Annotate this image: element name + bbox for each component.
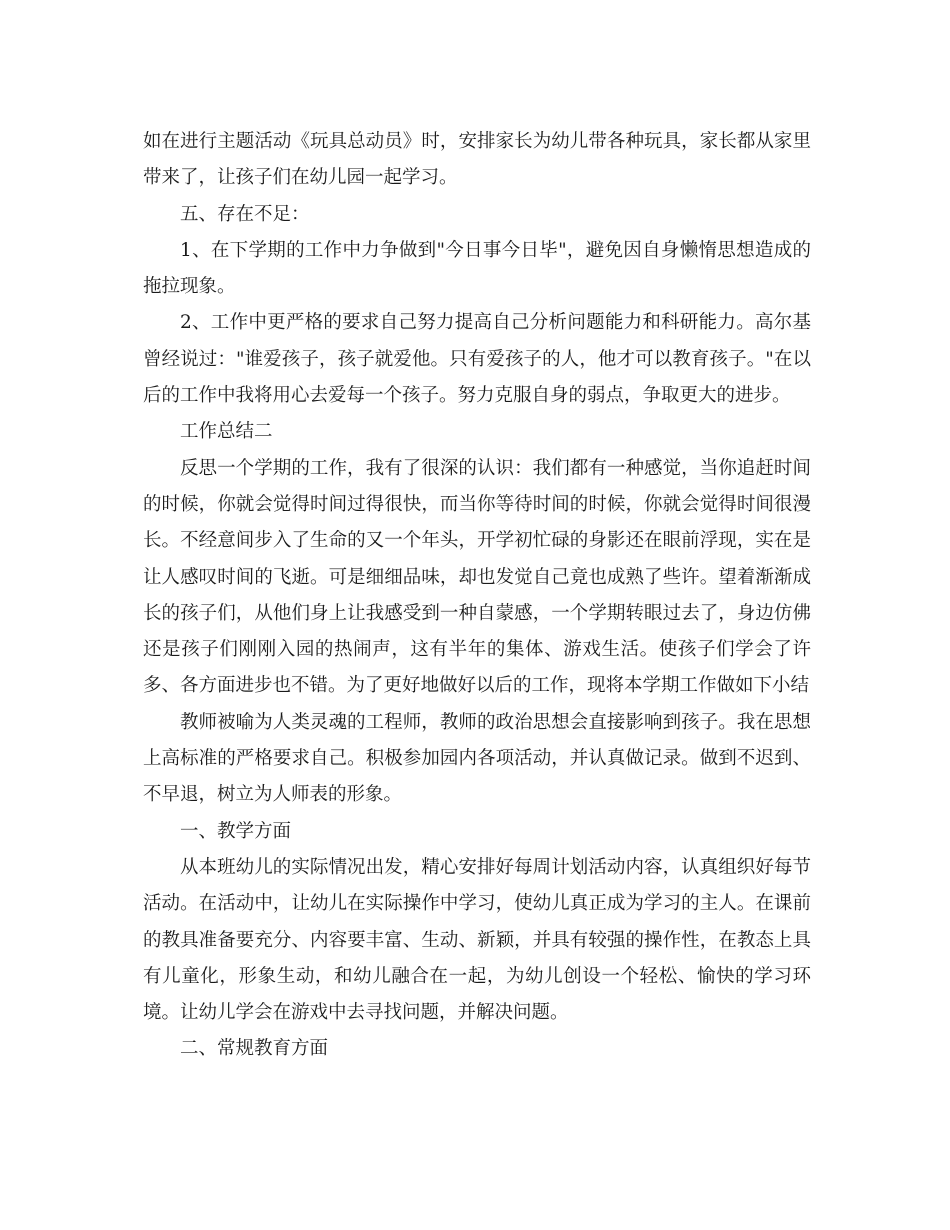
section-heading-teaching: 一、教学方面 bbox=[180, 820, 292, 842]
paragraph: 从本班幼儿的实际情况出发，精心安排好每周计划活动内容，认真组织好每节活动。在活动中，让幼儿在实际操作中学习，使幼儿真正成为学习的主人。在课前的教具准备要充分、内容要丰富、生动、新颖，并具有较强的操作性，在教态上具有儿童化，形象生动，和幼儿融合在一起，为幼儿创设一个轻松、愉快的学习环境。让幼儿学会在游戏中去寻找问题，并解决问题。 bbox=[143, 856, 811, 1024]
paragraph: 1、在下学期的工作中力争做到"今日事今日毕"，避免因自身懒惰思想造成的拖拉现象。 bbox=[143, 239, 811, 298]
section-heading-summary-two: 工作总结二 bbox=[180, 421, 273, 443]
section-heading-shortcomings: 五、存在不足： bbox=[180, 203, 310, 225]
paragraph: 教师被喻为人类灵魂的工程师，教师的政治思想会直接影响到孩子。我在思想上高标准的严格要求自己。积极参加园内各项活动，并认真做记录。做到不迟到、不早退，树立为人师表的形象。 bbox=[143, 711, 811, 806]
document-body bbox=[143, 124, 811, 1068]
paragraph: 反思一个学期的工作，我有了很深的认识：我们都有一种感觉，当你追赶时间的时候，你就会觉得时间过得很快，而当你等待时间的时候，你就会觉得时间很漫长。不经意间步入了生命的又一个年头，开学初忙碌的身影还在眼前浮现，实在是让人感叹时间的飞逝。可是细细品味，却也发觉自己竟也成熟了些许。望着渐渐成长的孩子们，从他们身上让我感受到一种自蒙感，一个学期转眼过去了，身边仿佛还是孩子们刚刚入园的热闹声，这有半年的集体、游戏生活。使孩子们学会了许多、各方面进步也不错。为了更好地做好以后的工作，现将本学期工作做如下小结 bbox=[143, 457, 811, 697]
section-heading-routine-education: 二、常规教育方面 bbox=[180, 1038, 329, 1060]
paragraph: 2、工作中更严格的要求自己努力提高自己分析问题能力和科研能力。高尔基曾经说过："谁爱孩子，孩子就爱他。只有爱孩子的人，他才可以教育孩子。"在以后的工作中我将用心去爱每一个孩子。努力克服自身的弱点，争取更大的进步。 bbox=[143, 312, 811, 407]
paragraph-continued: 如在进行主题活动《玩具总动员》时，安排家长为幼儿带各种玩具，家长都从家里带来了，让孩子们在幼儿园一起学习。 bbox=[143, 131, 811, 189]
